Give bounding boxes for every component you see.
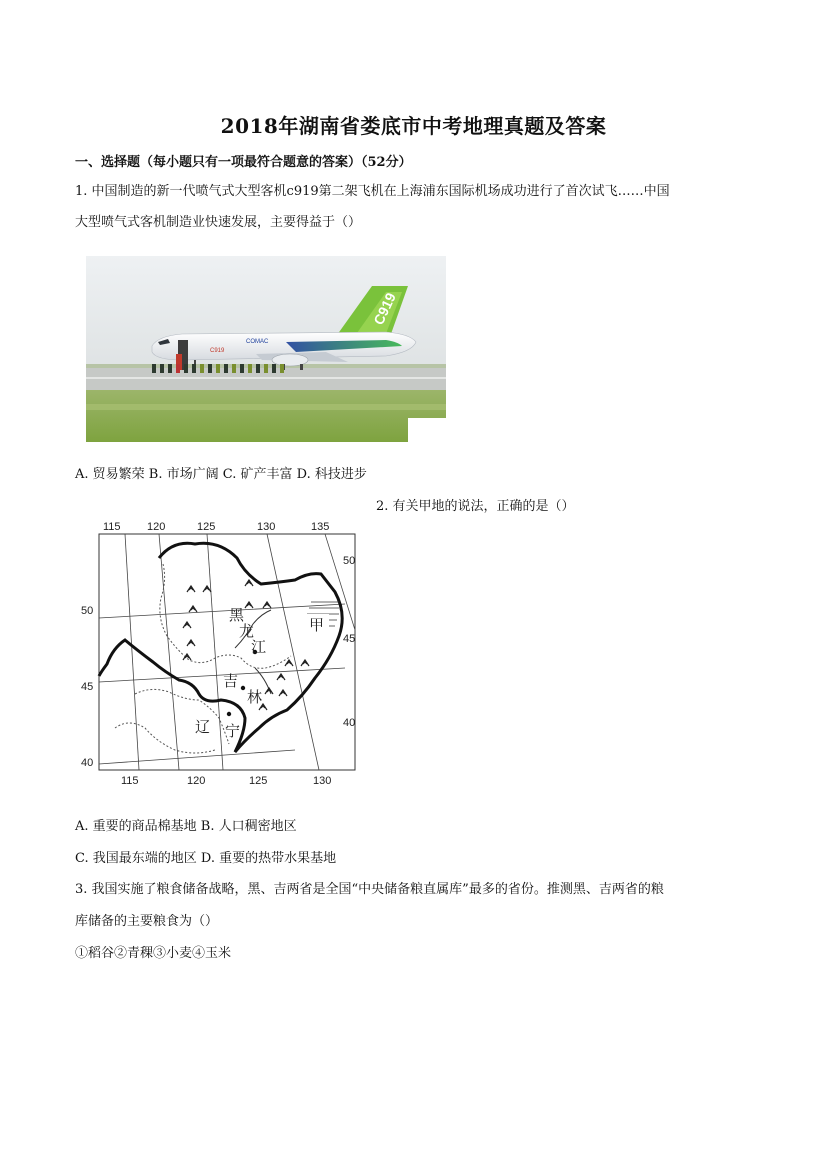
question-1-stem-line-2: 大型喷气式客机制造业快速发展，主要得益于（）	[75, 215, 362, 230]
mountain-symbols	[183, 580, 309, 710]
lon-bottom-115: 115	[121, 775, 139, 787]
northeast-china-map	[81, 518, 369, 788]
runway-stripe	[86, 377, 446, 379]
lon-bottom-125: 125	[249, 775, 268, 787]
question-3-options: ①稻谷②青稞③小麦④玉米	[75, 946, 232, 961]
province-boundary-2	[135, 689, 229, 744]
label-hei: 黑	[229, 607, 245, 624]
label-ning: 宁	[225, 723, 241, 740]
city-dot-shenyang	[227, 712, 231, 716]
label-jia: 甲	[309, 617, 325, 634]
lat-left-40: 40	[81, 757, 94, 769]
ground-crew-group	[152, 364, 284, 373]
question-1-options: A. 贸易繁荣 B. 市场广阔 C. 矿产丰富 D. 科技进步	[75, 467, 367, 482]
tail-logo-text: C919	[370, 290, 399, 328]
grass-band	[86, 404, 446, 410]
lon-top-115: 115	[103, 521, 121, 533]
lon-top-125: 125	[197, 521, 216, 533]
page-title: 2018年湖南省娄底市中考地理真题及答案	[220, 114, 607, 138]
grass	[86, 390, 446, 442]
lon-top-130: 130	[257, 521, 276, 533]
lat-left-45: 45	[81, 681, 94, 693]
lon-bottom-120: 120	[187, 775, 206, 787]
lon-top-135: 135	[311, 521, 330, 533]
lon-top-120: 120	[147, 521, 166, 533]
label-long: 龙	[239, 623, 255, 640]
nose-model-text: C919	[210, 348, 225, 354]
question-2-options-line-1: A. 重要的商品棉基地 B. 人口稠密地区	[75, 819, 297, 834]
province-boundary	[160, 564, 291, 668]
label-ji: 吉	[223, 673, 239, 690]
c919-airplane-photo	[86, 256, 446, 442]
question-3-stem-line-2: 库储备的主要粮食为（）	[75, 914, 219, 929]
question-2-stem: 2. 有关甲地的说法，正确的是（）	[376, 499, 575, 514]
question-3-stem-line-1: 3. 我国实施了粮食储备战略，黑、吉两省是全国“中央储备粮直属库”最多的省份。推测黑、吉两省的粮	[75, 882, 664, 897]
fuselage-brand-text: COMAC	[246, 339, 269, 345]
question-2-options-line-2: C. 我国最东端的地区 D. 重要的热带水果基地	[75, 851, 337, 866]
lat-right-45: 45	[343, 633, 356, 645]
label-liao: 辽	[195, 719, 211, 736]
lon-bottom-130: 130	[313, 775, 332, 787]
question-1-stem-line-1: 1. 中国制造的新一代喷气式大型客机c919第二架飞机在上海浦东国际机场成功进行了首次试飞……中国	[75, 184, 670, 199]
lat-right-40: 40	[343, 717, 356, 729]
photo-corner-blank	[408, 418, 446, 442]
lat-left-50: 50	[81, 605, 94, 617]
lat-right-50: 50	[343, 555, 356, 567]
section-heading-choice: 一、选择题（每小题只有一项最符合题意的答案）（52分）	[75, 155, 412, 170]
label-jiang: 江	[251, 639, 267, 656]
city-dot-changchun	[241, 686, 245, 690]
label-lin: 林	[247, 689, 263, 706]
